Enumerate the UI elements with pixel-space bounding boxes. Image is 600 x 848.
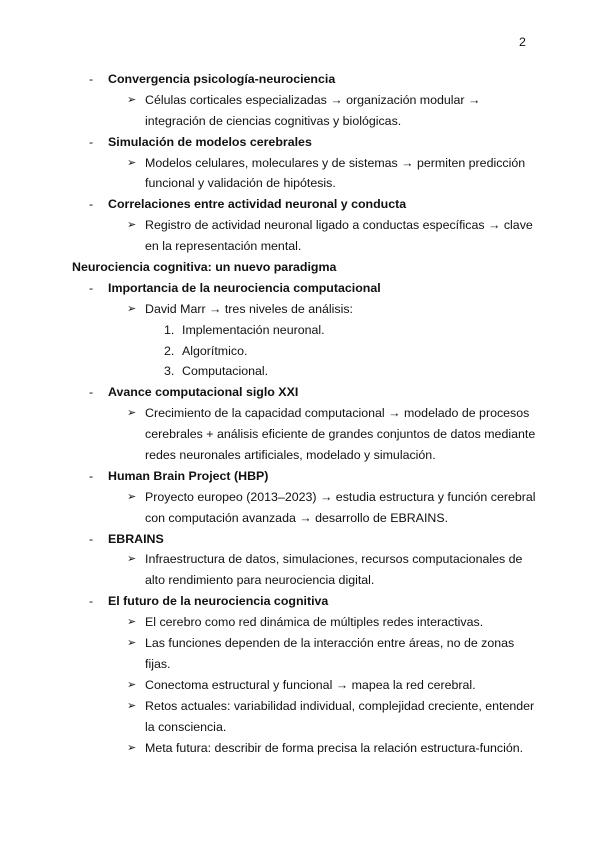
document-line [0,215,600,236]
document-line [0,236,600,257]
bullet-text-continuation: fijas. [145,656,171,671]
bullet-text-continuation: en la representación mental. [145,239,302,254]
numbered-item-text: Computacional. [182,364,269,379]
document-line [0,487,600,508]
document-line [0,445,600,466]
document-line [0,341,600,362]
document-line [0,508,600,529]
topic-heading: El futuro de la neurociencia cognitiva [108,594,329,609]
arrow-bullet-icon: ➢ [127,699,137,712]
document-line [0,675,600,696]
document-line [0,738,600,759]
arrow-bullet-icon: ➢ [127,156,137,169]
bullet-text-continuation: redes neuronales artificiales, modelado y simulación. [145,448,436,463]
arrow-bullet-icon: ➢ [127,490,137,503]
document-line [0,612,600,633]
numbered-item-text: Algorítmico. [182,343,248,358]
dash-bullet: - [89,531,94,546]
document-line [0,633,600,654]
document-line [0,529,600,550]
arrow-bullet-icon: ➢ [127,219,137,232]
dash-bullet: - [89,468,94,483]
dash-bullet: - [89,197,94,212]
bullet-text: Infraestructura de datos, simulaciones, recursos computacionales de [145,552,523,567]
list-number: 2. [164,343,175,358]
document-line [0,654,600,675]
bullet-text-continuation: integración de ciencias cognitivas y biológicas. [145,113,402,128]
document-line [0,257,600,278]
document-line [0,424,600,445]
document-line [0,194,600,215]
document-line [0,320,600,341]
arrow-bullet-icon: ➢ [127,678,137,691]
document-line [0,90,600,111]
list-number: 3. [164,364,175,379]
arrow-bullet-icon: ➢ [127,637,137,650]
document-line [0,132,600,153]
bullet-text-continuation: alto rendimiento para neurociencia digital. [145,573,375,588]
dash-bullet: - [89,72,94,86]
document-line [0,299,600,320]
section-heading: Neurociencia cognitiva: un nuevo paradigma [72,260,337,275]
topic-heading: EBRAINS [108,531,164,546]
bullet-text: Meta futura: describir de forma precisa la relación estructura-función. [145,740,524,755]
document-line [0,278,600,299]
bullet-text-continuation: con computación avanzada → desarrollo de EBRAINS. [145,510,449,525]
arrow-bullet-icon: ➢ [127,616,137,629]
arrow-bullet-icon: ➢ [127,302,137,315]
document-line [0,549,600,570]
arrow-bullet-icon: ➢ [127,407,137,420]
document-line [0,173,600,194]
bullet-text: Crecimiento de la capacidad computacional → modelado de procesos [145,406,530,421]
bullet-text: El cerebro como red dinámica de múltiples redes interactivas. [145,615,484,630]
document-line [0,382,600,403]
document-line [0,69,600,90]
dash-bullet: - [89,594,94,609]
document-line [0,153,600,174]
topic-heading: Correlaciones entre actividad neuronal y conducta [108,197,407,212]
bullet-text: Las funciones dependen de la interacción entre áreas, no de zonas [145,636,515,651]
list-number: 1. [164,322,175,337]
topic-heading: Human Brain Project (HBP) [108,468,269,483]
document-line [0,466,600,487]
bullet-text: Registro de actividad neuronal ligado a conductas específicas → clave [145,218,533,233]
bullet-text: Modelos celulares, moleculares y de sistemas → permiten predicción [145,155,526,170]
bullet-text: Células corticales especializadas → organización modular → [145,92,481,107]
topic-heading: Importancia de la neurociencia computacional [108,280,381,295]
bullet-text: David Marr → tres niveles de análisis: [145,301,353,316]
bullet-text-continuation: funcional y validación de hipótesis. [145,176,336,191]
dash-bullet: - [89,134,94,149]
arrow-bullet-icon: ➢ [127,93,137,106]
topic-heading: Simulación de modelos cerebrales [108,134,312,149]
topic-heading: Avance computacional siglo XXI [108,385,299,400]
bullet-text-continuation: cerebrales + análisis eficiente de grandes conjuntos de datos mediante [145,427,536,442]
document-body [0,69,600,758]
arrow-bullet-icon: ➢ [127,741,137,754]
document-line [0,696,600,717]
document-line [0,361,600,382]
bullet-text: Retos actuales: variabilidad individual, complejidad creciente, entender [145,698,535,713]
document-line [0,591,600,612]
arrow-bullet-icon: ➢ [127,553,137,566]
page-number: 2 [519,35,526,49]
dash-bullet: - [89,385,94,400]
topic-heading: Convergencia psicología-neurociencia [108,72,336,86]
dash-bullet: - [89,280,94,295]
bullet-text-continuation: la consciencia. [145,719,227,734]
bullet-text: Conectoma estructural y funcional → mapea la red cerebral. [145,677,476,692]
document-line [0,717,600,738]
bullet-text: Proyecto europeo (2013–2023) → estudia estructura y función cerebral [145,489,536,504]
document-line [0,403,600,424]
document-line [0,111,600,132]
numbered-item-text: Implementación neuronal. [182,322,325,337]
document-line [0,570,600,591]
